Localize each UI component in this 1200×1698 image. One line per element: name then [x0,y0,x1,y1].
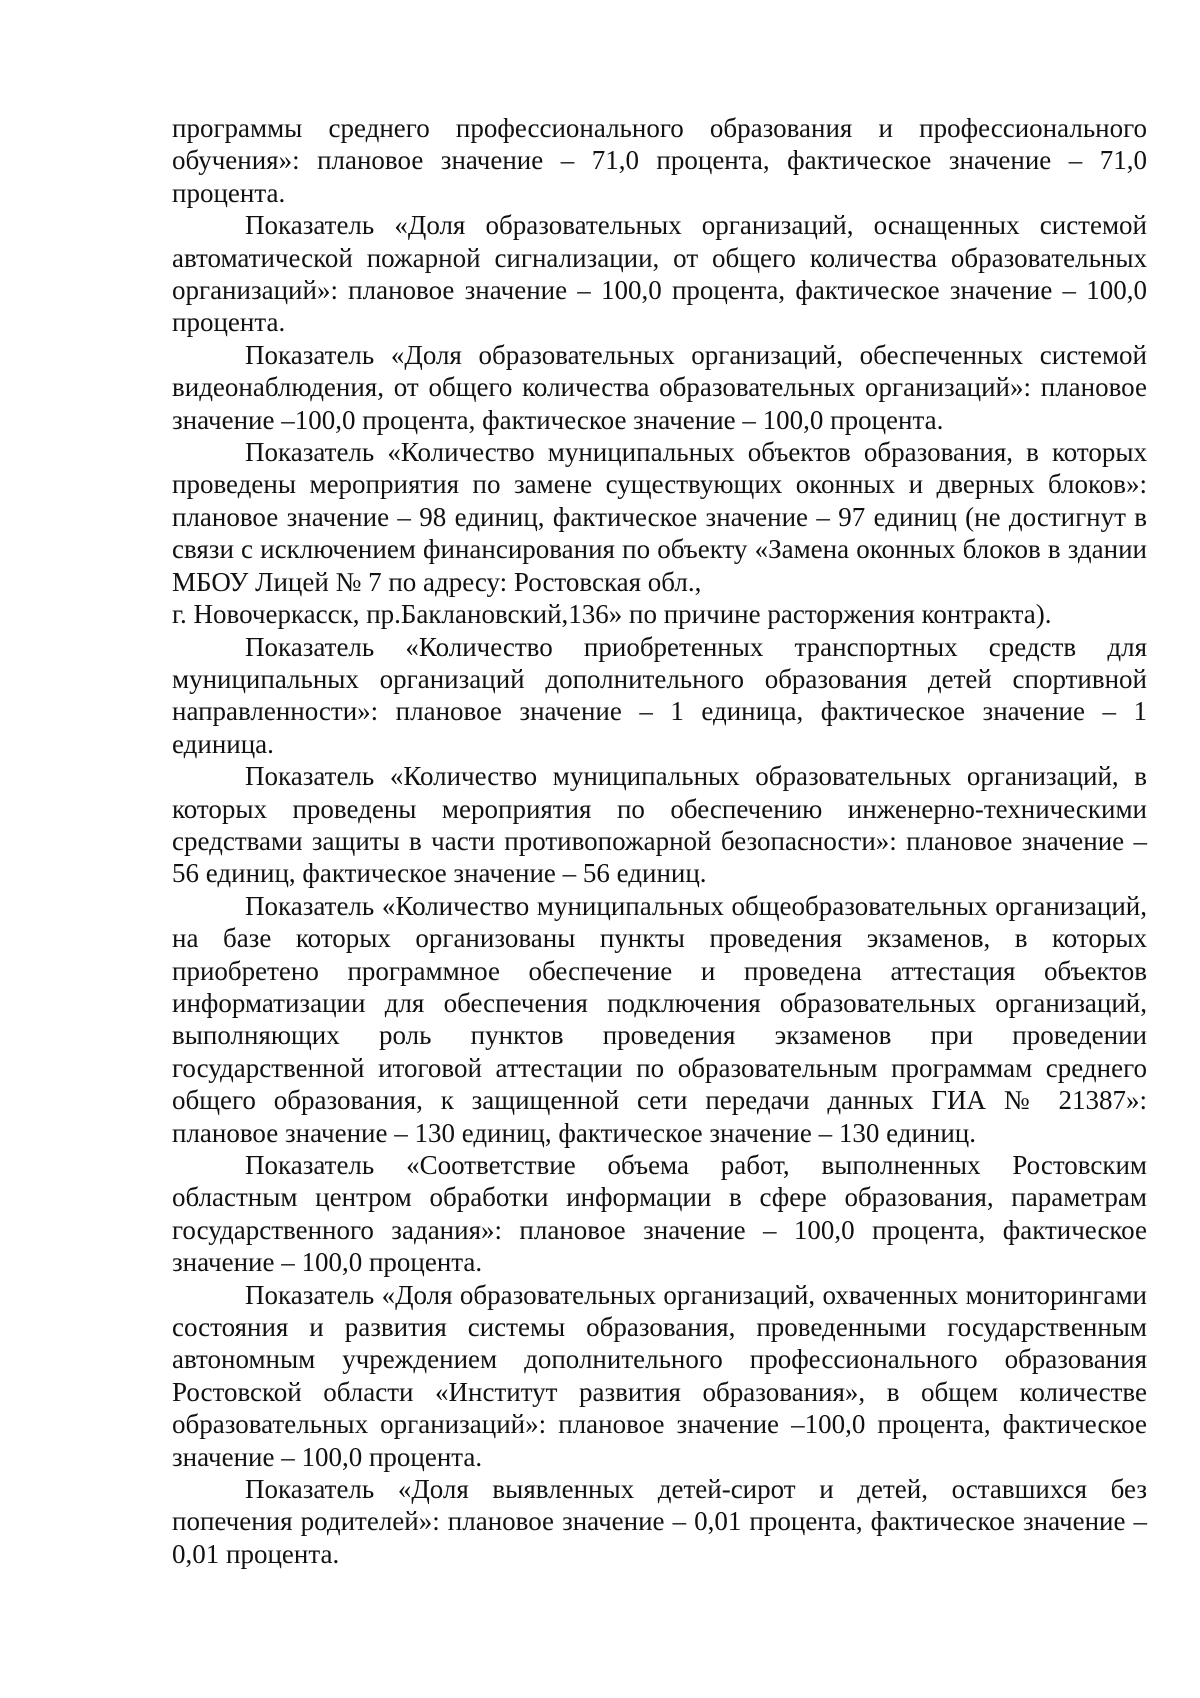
paragraph-orphans-indicator: Показатель «Доля выявленных детей-сирот и детей, оставшихся без попечения родителей»: плановое значение – 0,01 процента, фактическое значение – 0,01 процента. [172,1474,1147,1569]
paragraph-monitoring-indicator: Показатель «Доля образовательных организаций, охваченных мониторингами состояния и развития системы образования, проведенными государственным автономным учреждением дополнительного профессионального образования Ростовской области «Институт развития образования», в общем количестве образовательных организаций»: плановое значение –100,0 процента, фактическое значение – 100,0 процента. [172,1279,1147,1472]
paragraph-fire-safety-indicator: Показатель «Количество муниципальных образовательных организаций, в которых проведены мероприятия по обеспечению инженерно-техническими средствами защиты в части противопожарной безопасности»: плановое значение – 56 единиц, фактическое значение – 56 единиц. [172,761,1147,889]
document-page [172,112,1147,1570]
paragraph-window-replacement-indicator: Показатель «Количество муниципальных объектов образования, в которых проведены мероприятия по замене существующих оконных и дверных блоков»: плановое значение – 98 единиц, фактическое значение – 97 единиц (не достигнут в связи с исключением финансирования по объекту «Замена оконных блоков в здании МБОУ Лицей № 7 по адресу: Ростовская обл., [172,437,1147,597]
paragraph-continuation: программы среднего профессионального образования и профессионального обучения»: плановое значение – 71,0 процента, фактическое значение – 71,0 процента. [172,113,1147,208]
paragraph-vehicles-indicator: Показатель «Количество приобретенных транспортных средств для муниципальных организаций дополнительного образования детей спортивной направленности»: плановое значение – 1 единица, фактическое значение – 1 единица. [172,631,1147,759]
paragraph-state-task-indicator: Показатель «Соответствие объема работ, выполненных Ростовским областным центром обработки информации в сфере образования, параметрам государственного задания»: плановое значение – 100,0 процента, фактическое значение – 100,0 процента. [172,1150,1147,1278]
paragraph-video-surveillance-indicator: Показатель «Доля образовательных организаций, обеспеченных системой видеонаблюдения, от общего количества образовательных организаций»: плановое значение –100,0 процента, фактическое значение – 100,0 процента. [172,339,1147,435]
paragraph-fire-alarm-indicator: Показатель «Доля образовательных организаций, оснащенных системой автоматической пожарной сигнализации, от общего количества образовательных организаций»: плановое значение – 100,0 процента, фактическое значение – 100,0 процента. [172,210,1147,338]
paragraph-address-line: г. Новочеркасск, пр.Баклановский,136» по причине расторжения контракта). [172,599,1052,630]
paragraph-exam-points-indicator: Показатель «Количество муниципальных общеобразовательных организаций, на базе которых организованы пункты проведения экзаменов, в которых приобретено программное обеспечение и проведена аттестация объектов информатизации для обеспечения подключения образовательных организаций, выполняющих роль пунктов проведения экзаменов при проведении государственной итоговой аттестации по образовательным программам среднего общего образования, к защищенной сети передачи данных ГИА № 21387»: плановое значение – 130 единиц, фактическое значение – 130 единиц. [172,890,1147,1148]
